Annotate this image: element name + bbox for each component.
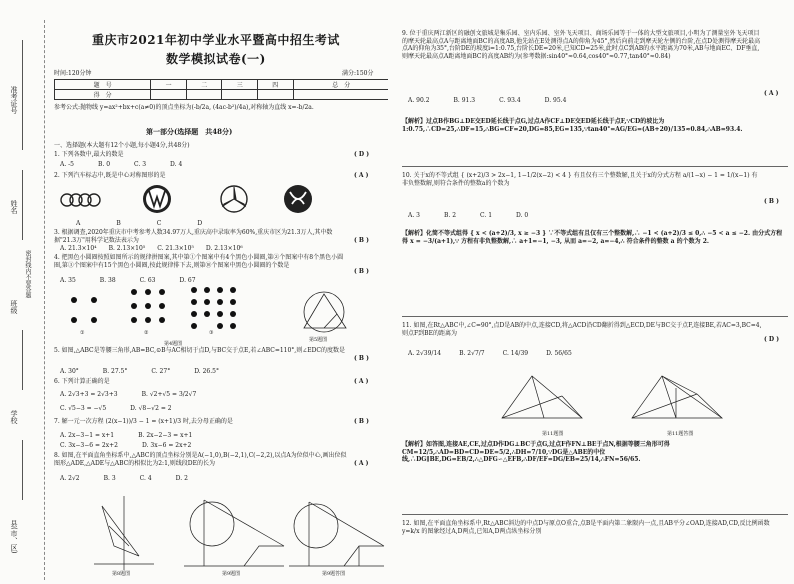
- audi-logo-icon: [61, 194, 100, 206]
- q11-figures: [462, 368, 762, 430]
- q9-options: A. 90.2 B. 91.3 C. 93.4 D. 95.4: [408, 97, 567, 104]
- benz-logo-icon: [221, 186, 247, 212]
- q3-answer: ( B ): [354, 237, 369, 244]
- q2-answer: ( A ): [354, 172, 369, 179]
- q9-stem: 9. 位于重庆两江新区的融创文旅城是集乐园、室内乐园、室外飞天项目、商场乐园等于一体的大型文旅项目,小明为了测量室外飞天项目的摩天轮最高点A与距离地面BC的高度AB,他先站在E处测得点A的仰角为45°,然后向前走到摩天轮左侧的台阶,在点D处测得摩天轮最高点A的仰角为35°,台阶DE的坡度i=1:0.75,台阶长DE=20米,已知CD=25米,此时点C到AB的水平距离为70米,AB与地面EC、DF垂直,则摩天轮最高点A距离地面BC的高度AB约为(参考数据:sin40°≈0.64,cos40°≈0.77,tan40°≈0.84): [402, 30, 761, 60]
- q7-answer: ( B ): [354, 418, 369, 425]
- binding-margin: [0, 0, 52, 584]
- q4-options: A. 35 B. 38 C. 63 D. 67: [60, 277, 196, 284]
- divider: [402, 514, 788, 515]
- q12-stem: 12. 如图,在平面直角坐标系中,Rt△ABC斜边的中点D与原点O重合,点B是平面内第二象限内一点,且AB平分∠OAD,连接AD,CD,反比例函数 y=k/x 的图象经过A,D两点,已知A,D两点纵坐标分别: [402, 520, 770, 535]
- score-table: [54, 79, 388, 100]
- seal-note: 密封线内不要答题: [24, 250, 31, 298]
- score-cell: 二: [186, 80, 222, 90]
- q10-analysis: 【解析】化简不等式组得 { x < (a+2)/3, x ≥ −3 } ∵不等式组有且仅有三个整数解,∴ −1 < (a+2)/3 ≤ 0,∴ −5 < a ≤ −2. 由分式方程得 x = −3/(a+1),∵ 方程有非负整数解,∴ a+1=−1, −3, 从而 a=−2, a=−4,∴ 符合条件的整数 a 的个数为 2.: [402, 230, 783, 245]
- q3-options: A. 21.3×10⁴ B. 2.13×10⁵ C. 21.3×10⁵ D. 2.13×10⁶: [60, 245, 243, 252]
- score-input[interactable]: [293, 90, 388, 100]
- score-input[interactable]: [151, 90, 187, 100]
- q8-coordinate-figure: [94, 496, 154, 570]
- q7-options-b: C. 3x−3−6 = 2x+2 D. 3x−6 = 2x+2: [60, 442, 192, 449]
- q9-figure-caption: 第9题图: [222, 571, 241, 577]
- q8-options: A. 2√2 B. 3 C. 4 D. 2: [60, 475, 188, 482]
- right-column: [402, 0, 790, 584]
- q6-stem: 6. 下列计算正确的是: [54, 378, 110, 385]
- binding-label-school: 学校: [10, 410, 18, 424]
- seal-line: [44, 20, 45, 580]
- q5-figure-caption: 第5题图: [309, 337, 328, 343]
- binding-label-county: 县(市、区): [10, 520, 18, 554]
- q2-stem: 2. 下列汽车标志中,既是中心对称图形的是: [54, 172, 166, 179]
- binding-label-exam-no: 准考证号: [10, 86, 18, 114]
- score-cell: 题 号: [55, 80, 151, 90]
- part1-heading: 第一部分(选择题 共48分): [146, 127, 233, 136]
- divider: [402, 316, 788, 317]
- q11-analysis: 【解析】如答图,连接AE,CE,过点D作DG⊥BC于点G,过点F作FN⊥BE于点N,根据等腰三角形可得 CM=12/5,∴AD=BD=CD=DE=5/2,∴DH=7/10,∵DG是△ABE的中位线,∴DG∥BE,DG=EB/2,∴△DFG∽△EFB,∴DF/EF=DG/EB=25/14,∴FN=56/65.: [402, 441, 670, 463]
- q2-car-logos: [54, 182, 388, 220]
- pattern-2: [131, 289, 165, 323]
- q8-answer: ( A ): [354, 460, 369, 467]
- q3-stem: 3. 根据调查,2020年重庆市中考参考人数34.97万人,重庆高中录取率为60%,重庆市区为21.3万人,其中数据"21.3万"用科学记数法表示为: [54, 229, 333, 244]
- class-line: [22, 330, 23, 390]
- q9-answer: ( A ): [764, 90, 779, 97]
- exam-full-score: 满分:150分: [342, 70, 374, 77]
- q5-answer: ( B ): [354, 355, 369, 362]
- exam-title: 重庆市2021年初中学业水平暨高中招生考试: [92, 33, 340, 47]
- q4-label-2: ②: [144, 330, 149, 336]
- score-cell: 三: [222, 80, 258, 90]
- q9-figure: [184, 500, 284, 566]
- score-table-score-row: [55, 90, 389, 100]
- q1-stem: 1. 下列各数中,最大的数是: [54, 151, 124, 158]
- exam-time: 时间:120分钟: [54, 70, 92, 77]
- q8-figure-caption: 第8题图: [112, 571, 131, 577]
- q4-stem: 4. 把黑色小圆圈按照如图所示的规律拼图案,其中第①个图案中有4个黑色小圆圈,第②个图案中有8个黑色小圆圈,第③个图案中有15个黑色小圆圈,按此规律排下去,则第⑩个图案中黑色小圆圈的个数是: [54, 254, 344, 269]
- score-input[interactable]: [258, 90, 294, 100]
- q9-answer-figure: [289, 502, 384, 566]
- exam-no-line: [22, 40, 23, 150]
- dongfeng-logo-icon: [284, 185, 312, 213]
- q2-options: A B C D: [76, 220, 203, 227]
- exam-subtitle: 数学模拟试卷(一): [166, 52, 266, 66]
- q10-options: A. 3 B. 2 C. 1 D. 0: [408, 212, 529, 219]
- score-cell: 总 分: [293, 80, 388, 90]
- q9-answer-figure-caption: 第9题答图: [322, 571, 346, 577]
- q4-answer: ( B ): [354, 268, 369, 275]
- q9-analysis: 【解析】过点B作BG⊥DE交ED延长线于点G,过点A作CF⊥DE交ED延长线于点F,∵CD的坡比为1:0.75,∴CD=25,∴DF=15,∴BG=CF=20,DG=85,EG=135,∵tan40°=AG/EG=(AB+20)/135≈0.84,∴AB=93.4.: [402, 118, 743, 133]
- q5-stem: 5. 如图,△ABC是等腰三角形,AB=BC,⊙B与AC相切于点D,与BC交于点E,若∠ABC=110°,则∠EDC的度数是: [54, 347, 346, 354]
- divider: [402, 166, 788, 167]
- pattern-3: [191, 287, 236, 329]
- q5-figure: [304, 292, 346, 332]
- q6-options-a: A. 2√3+3 = 2√3+3 B. √2+√5 = 3/2√7: [60, 391, 197, 398]
- score-cell: 得 分: [55, 90, 151, 100]
- q7-options-a: A. 2x−3−1 = x+1 B. 2x−2−3 = x+1: [60, 432, 193, 439]
- reference-formula: 参考公式:抛物线 y=ax²+bx+c(a≠0)的顶点坐标为(-b/2a, (4ac-b²)/4a),对称轴为直线 x=-b/2a.: [54, 104, 314, 111]
- q11-stem: 11. 如图,在Rt△ABC中,∠C=90°,点D是AB的中点,连接CD,将△ACD沿CD翻折得到△ECD,DE与BC交于点F,连接BE,若AC=3,BC=4,则点F到BE的距离为: [402, 322, 762, 337]
- q7-stem: 7. 解一元一次方程 (2(x−1))/3 − 1 = (x+1)/3 时,去分母正确的是: [54, 418, 233, 425]
- q6-options-b: C. √5−3 = −√5 D. √8−√2 = 2: [60, 405, 172, 412]
- score-input[interactable]: [222, 90, 258, 100]
- q8-q9-figures: [54, 486, 388, 578]
- binding-label-class: 班级: [10, 300, 18, 314]
- score-cell: 一: [151, 80, 187, 90]
- q5-options: A. 30° B. 27.5° C. 27° D. 26.5°: [60, 368, 219, 375]
- q4-dot-patterns: [54, 286, 388, 344]
- section-heading: 一、选择题(本大题有12个小题,每小题4分,共48分): [54, 142, 190, 149]
- q10-answer: ( B ): [764, 198, 779, 205]
- score-cell: 四: [258, 80, 294, 90]
- q11-figure-caption: 第11题图: [542, 431, 564, 437]
- q11-answer-figure: [632, 376, 722, 418]
- q1-options: A. -5 B. 0 C. 3 D. 4: [60, 161, 183, 168]
- q11-figure: [502, 376, 582, 418]
- q10-stem: 10. 关于x的不等式组 { (x+2)/3 > 2x−1, 1−1/2(x−2) < 4 } 有且仅有三个整数解,且关于x的分式方程 a/(1−x) − 1 = 1/(x−1) 有非负整数解,则符合条件的整数a的个数为: [402, 172, 758, 187]
- school-line: [22, 440, 23, 500]
- pattern-1: [71, 297, 97, 323]
- q11-options: A. 2√39/14 B. 2√7/7 C. 14/39 D. 56/65: [408, 350, 572, 357]
- score-input[interactable]: [186, 90, 222, 100]
- q4-figure-caption: 第4题图: [164, 341, 183, 347]
- score-table-header-row: [55, 80, 389, 90]
- q4-label-3: ③: [209, 330, 214, 336]
- q1-answer: ( D ): [354, 151, 370, 158]
- q8-stem: 8. 如图,在平面直角坐标系中,△ABC的顶点坐标分别是A(−1,0),B(−2,1),C(−2,2),以点A为位似中心,画出位似图形△ADE,△ADE与△ABC的相似比为2:1,则线段DE的长为: [54, 452, 347, 467]
- name-line: [22, 170, 23, 240]
- binding-label-name: 姓名: [10, 200, 18, 214]
- q11-answer: ( D ): [764, 336, 780, 343]
- vw-logo-icon: [143, 185, 171, 213]
- q6-answer: ( A ): [354, 378, 369, 385]
- q11-answer-figure-caption: 第11题答图: [667, 431, 694, 437]
- left-column: [54, 0, 388, 584]
- q4-label-1: ①: [80, 330, 85, 336]
